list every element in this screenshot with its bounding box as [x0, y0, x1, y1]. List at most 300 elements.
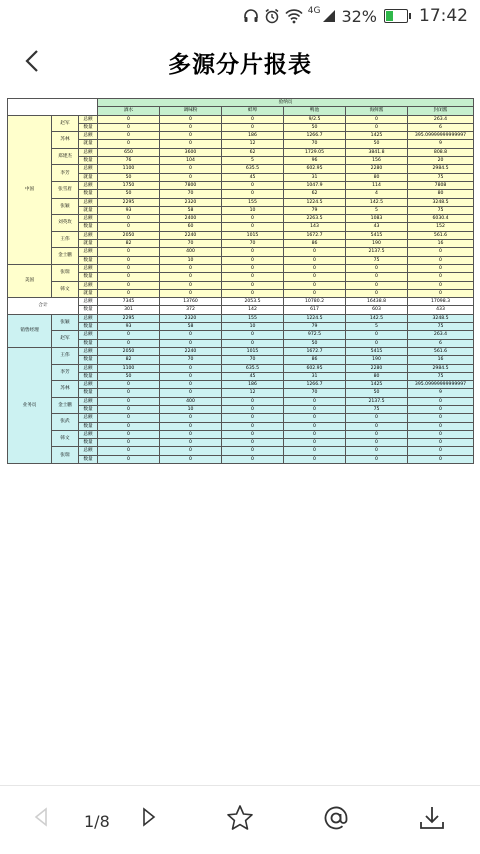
- value-cell: 16438.8: [346, 298, 408, 306]
- value-cell: 0: [284, 248, 346, 256]
- value-cell: 50: [284, 339, 346, 347]
- value-cell: 3248.5: [408, 314, 474, 322]
- value-cell: 155: [222, 198, 284, 206]
- value-cell: 20: [408, 157, 474, 165]
- person-label: 苏林: [52, 381, 79, 398]
- table-row: [8, 281, 474, 289]
- person-label: 张颖: [52, 198, 79, 215]
- value-cell: 650: [98, 148, 160, 156]
- measure-label: 数量: [79, 339, 98, 347]
- value-cell: 10: [160, 405, 222, 413]
- share-at-button[interactable]: [322, 804, 350, 836]
- value-cell: 0: [408, 289, 474, 297]
- value-cell: 0: [222, 439, 284, 447]
- measure-label: 总额: [79, 215, 98, 223]
- measure-label: 数量: [79, 405, 98, 413]
- value-cell: 0: [98, 115, 160, 123]
- value-cell: 75: [346, 405, 408, 413]
- value-cell: 263.4: [408, 115, 474, 123]
- person-label: 刘英玫: [52, 215, 79, 232]
- value-cell: 0: [98, 132, 160, 140]
- value-cell: 808.8: [408, 148, 474, 156]
- value-cell: 9/2.5: [284, 115, 346, 123]
- value-cell: 0: [222, 256, 284, 264]
- value-cell: 0: [284, 405, 346, 413]
- value-cell: 2137.5: [346, 248, 408, 256]
- value-cell: 50: [346, 140, 408, 148]
- measure-label: 数量: [79, 439, 98, 447]
- column-header: 蚌埠: [222, 107, 284, 115]
- value-cell: 0: [346, 414, 408, 422]
- value-cell: 2240: [160, 231, 222, 239]
- value-cell: 10: [222, 206, 284, 214]
- value-cell: 635.5: [222, 165, 284, 173]
- prev-page-button[interactable]: [32, 806, 50, 832]
- value-cell: 7345: [98, 298, 160, 306]
- value-cell: 2050: [98, 347, 160, 355]
- network-type-label: 4G: [307, 6, 321, 16]
- value-cell: 0: [408, 256, 474, 264]
- value-cell: 0: [160, 372, 222, 380]
- person-label: 韩文: [52, 430, 79, 447]
- download-icon: [418, 804, 446, 832]
- status-bar: [0, 0, 480, 34]
- value-cell: 142.5: [346, 314, 408, 322]
- measure-label: 数量: [79, 190, 98, 198]
- value-cell: 0: [222, 281, 284, 289]
- table-row: [8, 447, 474, 455]
- table-row: [8, 248, 474, 256]
- value-cell: 152: [408, 223, 474, 231]
- value-cell: 0: [284, 422, 346, 430]
- table-row: [8, 414, 474, 422]
- person-label: 张武: [52, 414, 79, 431]
- value-cell: 0: [98, 256, 160, 264]
- at-sign-icon: [322, 804, 350, 832]
- value-cell: 0: [408, 405, 474, 413]
- value-cell: 1100: [98, 165, 160, 173]
- value-cell: 142.5: [346, 198, 408, 206]
- value-cell: 395.09999999999997: [408, 381, 474, 389]
- person-label: 赵军: [52, 331, 79, 348]
- value-cell: 0: [160, 381, 222, 389]
- value-cell: 1672.7: [284, 231, 346, 239]
- value-cell: 0: [160, 455, 222, 463]
- value-cell: 5: [346, 323, 408, 331]
- value-cell: 142: [222, 306, 284, 314]
- measure-label: 数量: [79, 223, 98, 231]
- value-cell: 0: [408, 455, 474, 463]
- table-row: [8, 181, 474, 189]
- measure-label: 总额: [79, 148, 98, 156]
- favorite-button[interactable]: [226, 804, 254, 836]
- value-cell: 3248.5: [408, 198, 474, 206]
- value-cell: 0: [284, 273, 346, 281]
- value-cell: 75: [408, 173, 474, 181]
- person-label: 金士鹏: [52, 397, 79, 414]
- value-cell: 80: [408, 190, 474, 198]
- value-cell: 70: [160, 190, 222, 198]
- table-row: [8, 198, 474, 206]
- value-cell: 263.4: [408, 331, 474, 339]
- measure-label: 总额: [79, 198, 98, 206]
- value-cell: 0: [98, 430, 160, 438]
- value-cell: 0: [346, 281, 408, 289]
- measure-label: 总额: [79, 414, 98, 422]
- value-cell: 602.95: [284, 364, 346, 372]
- value-cell: 0: [160, 339, 222, 347]
- headphones-icon: [243, 8, 259, 24]
- value-cell: 0: [98, 281, 160, 289]
- value-cell: 70: [222, 356, 284, 364]
- value-cell: 31: [284, 372, 346, 380]
- value-cell: 58: [160, 323, 222, 331]
- measure-label: 总额: [79, 115, 98, 123]
- value-cell: 0: [222, 181, 284, 189]
- value-cell: 0: [346, 264, 408, 272]
- value-cell: 0: [98, 414, 160, 422]
- value-cell: 0: [98, 289, 160, 297]
- value-cell: 635.5: [222, 364, 284, 372]
- value-cell: 58: [160, 206, 222, 214]
- value-cell: 0: [222, 455, 284, 463]
- value-cell: 2050: [98, 231, 160, 239]
- measure-label: 就量: [79, 173, 98, 181]
- measure-label: 数量: [79, 273, 98, 281]
- value-cell: 1083: [346, 215, 408, 223]
- value-cell: 301: [98, 306, 160, 314]
- value-cell: 2240: [160, 347, 222, 355]
- value-cell: 2295: [98, 314, 160, 322]
- measure-label: 总额: [79, 397, 98, 405]
- table-row: [8, 331, 474, 339]
- measure-label: 总额: [79, 281, 98, 289]
- value-cell: 0: [346, 123, 408, 131]
- value-cell: 0: [98, 381, 160, 389]
- value-cell: 0: [346, 289, 408, 297]
- measure-label: 总额: [79, 248, 98, 256]
- value-cell: 1266.7: [284, 381, 346, 389]
- value-cell: 0: [160, 132, 222, 140]
- value-cell: 1729.05: [284, 148, 346, 156]
- person-label: 韩文: [52, 281, 79, 298]
- value-cell: 16: [408, 356, 474, 364]
- value-cell: 6: [408, 339, 474, 347]
- measure-label: 总额: [79, 430, 98, 438]
- person-label: 王伟: [52, 347, 79, 364]
- value-cell: 0: [222, 397, 284, 405]
- value-cell: 5415: [346, 231, 408, 239]
- total-label: 合计: [8, 298, 79, 315]
- value-cell: 50: [98, 190, 160, 198]
- value-cell: 70: [160, 356, 222, 364]
- column-header: 酒水: [98, 107, 160, 115]
- value-cell: 0: [346, 455, 408, 463]
- value-cell: 4: [346, 190, 408, 198]
- value-cell: 45: [222, 372, 284, 380]
- value-cell: 50: [284, 123, 346, 131]
- value-cell: 0: [222, 264, 284, 272]
- measure-label: 总额: [79, 364, 98, 372]
- value-cell: 9: [408, 389, 474, 397]
- measure-label: 就量: [79, 240, 98, 248]
- person-label: 王伟: [52, 231, 79, 248]
- value-cell: 9: [408, 140, 474, 148]
- value-cell: 0: [284, 414, 346, 422]
- value-cell: 5: [346, 206, 408, 214]
- value-cell: 0: [98, 389, 160, 397]
- value-cell: 0: [222, 248, 284, 256]
- value-cell: 0: [160, 165, 222, 173]
- value-cell: 0: [346, 331, 408, 339]
- value-cell: 114: [346, 181, 408, 189]
- value-cell: 86: [284, 240, 346, 248]
- value-cell: 186: [222, 381, 284, 389]
- person-label: 苏林: [52, 132, 79, 149]
- value-cell: 0: [98, 273, 160, 281]
- value-cell: 0: [160, 331, 222, 339]
- value-cell: 372: [160, 306, 222, 314]
- measure-label: 总额: [79, 447, 98, 455]
- measure-label: 数量: [79, 256, 98, 264]
- value-cell: 155: [222, 314, 284, 322]
- total-row: [8, 298, 474, 306]
- value-cell: 1750: [98, 181, 160, 189]
- value-cell: 86: [284, 356, 346, 364]
- measure-label: 总额: [79, 381, 98, 389]
- value-cell: 70: [160, 240, 222, 248]
- measure-label: 总额: [79, 331, 98, 339]
- value-cell: 1266.7: [284, 132, 346, 140]
- value-cell: 561.6: [408, 231, 474, 239]
- value-cell: 0: [222, 405, 284, 413]
- column-header: 鸭池: [284, 107, 346, 115]
- value-cell: 5: [222, 157, 284, 165]
- value-cell: 17098.3: [408, 298, 474, 306]
- value-cell: 0: [222, 115, 284, 123]
- value-cell: 96: [284, 157, 346, 165]
- status-icons: [243, 6, 468, 26]
- value-cell: 0: [98, 439, 160, 447]
- value-cell: 0: [408, 439, 474, 447]
- value-cell: 0: [346, 430, 408, 438]
- value-cell: 75: [408, 323, 474, 331]
- value-cell: 31: [284, 173, 346, 181]
- value-cell: 0: [98, 215, 160, 223]
- group-label: 美国: [8, 264, 52, 297]
- value-cell: 3600: [160, 148, 222, 156]
- measure-label: 总额: [79, 298, 98, 306]
- value-cell: 1015: [222, 231, 284, 239]
- value-cell: 0: [222, 414, 284, 422]
- value-cell: 0: [160, 439, 222, 447]
- value-cell: 0: [160, 264, 222, 272]
- table-row: [8, 430, 474, 438]
- table-row: [8, 314, 474, 322]
- value-cell: 0: [408, 264, 474, 272]
- measure-label: 数量: [79, 123, 98, 131]
- measure-label: 数量: [79, 356, 98, 364]
- value-cell: 0: [346, 439, 408, 447]
- person-label: 张瑞: [52, 264, 79, 281]
- value-cell: 10: [222, 323, 284, 331]
- value-cell: 0: [98, 123, 160, 131]
- measure-label: 总额: [79, 231, 98, 239]
- person-label: 张瑞: [52, 447, 79, 464]
- value-cell: 93: [98, 206, 160, 214]
- table-row: [8, 165, 474, 173]
- measure-label: 总额: [79, 181, 98, 189]
- value-cell: 0: [160, 115, 222, 123]
- table-row: [8, 381, 474, 389]
- value-cell: 0: [222, 190, 284, 198]
- battery-icon: [384, 9, 408, 23]
- value-cell: 0: [222, 289, 284, 297]
- measure-label: 就量: [79, 206, 98, 214]
- measure-label: 就量: [79, 140, 98, 148]
- value-cell: 0: [98, 264, 160, 272]
- value-cell: 3841.8: [346, 148, 408, 156]
- value-cell: 1015: [222, 347, 284, 355]
- value-cell: 0: [346, 115, 408, 123]
- title-bar: [0, 34, 480, 90]
- value-cell: 0: [98, 405, 160, 413]
- value-cell: 0: [284, 256, 346, 264]
- value-cell: 2137.5: [346, 397, 408, 405]
- value-cell: 0: [160, 289, 222, 297]
- value-cell: 0: [346, 339, 408, 347]
- column-group-header: 验纳员: [98, 99, 474, 107]
- report-document[interactable]: [7, 98, 473, 464]
- measure-label: 总额: [79, 132, 98, 140]
- table-row: [8, 115, 474, 123]
- person-label: 赵军: [52, 115, 79, 132]
- value-cell: 50: [98, 173, 160, 181]
- value-cell: 0: [408, 422, 474, 430]
- table-row: [8, 347, 474, 355]
- page-indicator: 1/8: [84, 812, 110, 831]
- value-cell: 0: [160, 173, 222, 181]
- value-cell: 190: [346, 240, 408, 248]
- value-cell: 0: [284, 397, 346, 405]
- value-cell: 104: [160, 157, 222, 165]
- value-cell: 2280: [346, 364, 408, 372]
- value-cell: 6030.4: [408, 215, 474, 223]
- value-cell: 2295: [98, 198, 160, 206]
- value-cell: 0: [222, 223, 284, 231]
- value-cell: 0: [222, 447, 284, 455]
- value-cell: 2320: [160, 314, 222, 322]
- value-cell: 82: [98, 240, 160, 248]
- value-cell: 7800: [160, 181, 222, 189]
- value-cell: 603: [346, 306, 408, 314]
- value-cell: 16: [408, 240, 474, 248]
- value-cell: 2400: [160, 215, 222, 223]
- table-row: [8, 148, 474, 156]
- value-cell: 617: [284, 306, 346, 314]
- group-label: 业务员: [8, 347, 52, 463]
- measure-label: 总额: [79, 165, 98, 173]
- value-cell: 0: [222, 339, 284, 347]
- download-button[interactable]: [418, 804, 446, 836]
- value-cell: 0: [284, 281, 346, 289]
- value-cell: 0: [160, 364, 222, 372]
- value-cell: 0: [222, 215, 284, 223]
- value-cell: 0: [284, 264, 346, 272]
- value-cell: 186: [222, 132, 284, 140]
- value-cell: 0: [284, 430, 346, 438]
- value-cell: 70: [222, 240, 284, 248]
- value-cell: 0: [160, 422, 222, 430]
- person-label: 金士鹏: [52, 248, 79, 265]
- value-cell: 0: [160, 123, 222, 131]
- table-row: [8, 231, 474, 239]
- value-cell: 561.6: [408, 347, 474, 355]
- table-row: [8, 132, 474, 140]
- value-cell: 0: [408, 447, 474, 455]
- value-cell: 0: [284, 439, 346, 447]
- group-label: 中国: [8, 115, 52, 264]
- value-cell: 0: [98, 455, 160, 463]
- value-cell: 80: [346, 173, 408, 181]
- value-cell: 0: [160, 140, 222, 148]
- value-cell: 1224.5: [284, 198, 346, 206]
- value-cell: 395.09999999999997: [408, 132, 474, 140]
- value-cell: 0: [284, 447, 346, 455]
- value-cell: 10: [160, 256, 222, 264]
- report-table: [7, 98, 474, 464]
- triangle-right-icon: [140, 806, 158, 828]
- value-cell: 75: [408, 372, 474, 380]
- value-cell: 0: [222, 422, 284, 430]
- value-cell: 1047.9: [284, 181, 346, 189]
- value-cell: 0: [98, 223, 160, 231]
- header-row-top: [8, 99, 474, 107]
- value-cell: 60: [160, 223, 222, 231]
- star-icon: [226, 804, 254, 832]
- table-row: [8, 215, 474, 223]
- table-row: [8, 364, 474, 372]
- measure-label: 数量: [79, 422, 98, 430]
- value-cell: 12: [222, 140, 284, 148]
- value-cell: 75: [408, 206, 474, 214]
- value-cell: 0: [160, 414, 222, 422]
- value-cell: 1672.7: [284, 347, 346, 355]
- value-cell: 0: [408, 397, 474, 405]
- bottom-toolbar: [0, 785, 480, 854]
- value-cell: 76: [98, 157, 160, 165]
- measure-label: 总额: [79, 314, 98, 322]
- value-cell: 7808: [408, 181, 474, 189]
- alarm-icon: [264, 8, 280, 24]
- value-cell: 79: [284, 323, 346, 331]
- value-cell: 0: [98, 397, 160, 405]
- value-cell: 143: [284, 223, 346, 231]
- wifi-icon: [285, 8, 303, 24]
- value-cell: 972.5: [284, 331, 346, 339]
- value-cell: 0: [98, 140, 160, 148]
- next-page-button[interactable]: [140, 806, 158, 832]
- measure-label: 数量: [79, 372, 98, 380]
- value-cell: 0: [98, 447, 160, 455]
- value-cell: 10780.2: [284, 298, 346, 306]
- value-cell: 1425: [346, 132, 408, 140]
- measure-label: 总额: [79, 347, 98, 355]
- value-cell: 0: [98, 422, 160, 430]
- value-cell: 1100: [98, 364, 160, 372]
- value-cell: 0: [408, 273, 474, 281]
- person-label: 郑建杰: [52, 148, 79, 165]
